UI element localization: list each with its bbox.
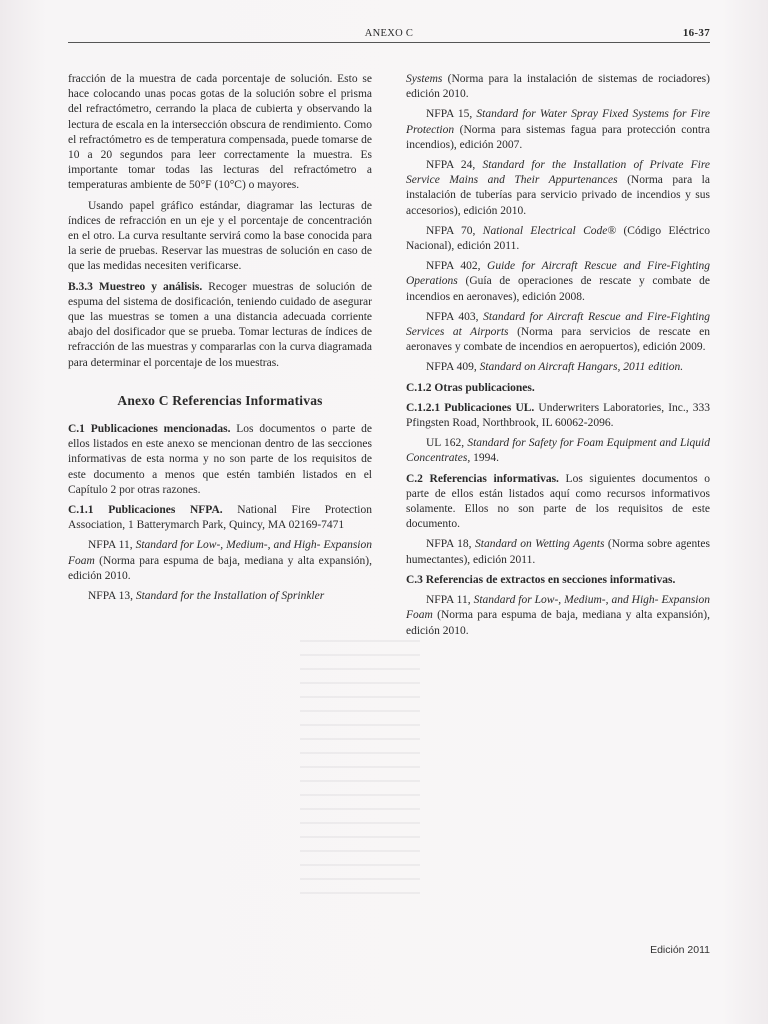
ref-code: NFPA 24, xyxy=(426,159,483,172)
b33-body: Recoger muestras de solución de espuma del sistema de dosificación, teniendo cuidado de asegurar que las muestras se tomen a una distancia adecuada corriente abajo del dosificador que se prueba. Tomar lecturas de índices de refracción de las muestras y compararlas con la curva diagramada para determinar el porcentaje de los muestras. xyxy=(68,280,373,369)
running-header xyxy=(68,26,710,43)
ref-desc: (Código Eléctrico Nacional), edición 2011. xyxy=(406,224,710,253)
c2-body: Los siguientes documentos o parte de ellos están listados aquí como recursos informativos solamente. Ellos no son parte de los requisitos de este documento. xyxy=(406,472,710,531)
ref-code: NFPA 403, xyxy=(426,310,484,323)
heading-c12 xyxy=(406,381,710,396)
ref-desc: (Norma para la instalación de sistemas de rociadores) edición 2010. xyxy=(406,73,710,101)
paragraph-graph-paper: Usando papel gráfico estándar, diagramar las lecturas de índices de refracción en un eje y el porcentaje de concentración en el otro. La curva resultante servirá como la base conocida para la serie de pruebas. Reservar las muestras de solución en caso de que las medidas necesiten verificarse. xyxy=(68,199,372,273)
annex-c-title: Anexo C Referencias Informativas xyxy=(117,392,323,408)
ref-code: NFPA 15, xyxy=(426,108,477,121)
ref-desc: (Norma para la instalación de tuberías para servicio privado de incendios y sus accesorios), edición 2010. xyxy=(406,174,710,217)
ref-desc: 1994. xyxy=(470,452,499,465)
ref-desc: (Norma sobre agentes humectantes), edición 2011. xyxy=(406,538,710,566)
heading-c12-text: C.1.2 Otras publicaciones. xyxy=(406,381,535,394)
reference-nfpa13 xyxy=(68,589,372,604)
heading-c11: C.1.1 Publicaciones NFPA. xyxy=(68,504,223,517)
paragraph-c121 xyxy=(406,401,710,431)
reference-nfpa11 xyxy=(68,538,372,584)
footer-edition: Edición 2011 xyxy=(650,944,710,956)
header-page-number: 16-37 xyxy=(682,27,710,39)
reference-nfpa70 xyxy=(406,224,710,254)
ref-title: Guide for Aircraft Rescue and Fire-Fighting Operations xyxy=(406,260,710,288)
ref-title: Systems xyxy=(406,73,443,85)
heading-c121: C.1.2.1 Publicaciones UL. xyxy=(406,401,535,414)
header-annex-label: ANEXO C xyxy=(364,28,414,39)
reference-nfpa15 xyxy=(406,107,710,153)
reference-nfpa403 xyxy=(406,310,710,356)
reference-nfpa13-cont xyxy=(406,72,710,102)
ref-title: National Electrical Code® xyxy=(482,224,617,237)
heading-c2: C.2 Referencias informativas. xyxy=(406,472,559,485)
ref-title: Standard for Low-, Medium-, and High- Expansion Foam xyxy=(68,539,372,567)
paragraph-c2 xyxy=(406,472,710,533)
ref-title: Standard for the Installation of Private Fire Service Mains and Their Appurtenances xyxy=(406,159,710,187)
paragraph-c11 xyxy=(68,503,372,533)
ref-code: NFPA 409, xyxy=(426,361,480,374)
ref-title: Standard for Water Spray Fixed Systems for Fire Protection xyxy=(406,108,710,136)
paragraph-c1 xyxy=(68,422,372,498)
c11-body: National Fire Protection Association, 1 Batterymarch Park, Quincy, MA 02169-7471 xyxy=(68,504,372,532)
ref-code: NFPA 402, xyxy=(426,260,488,273)
ref-code: NFPA 11, xyxy=(88,539,136,552)
ref-title: Standard for Aircraft Rescue and Fire-Fighting Services at Airports xyxy=(406,310,710,339)
reference-nfpa18 xyxy=(406,537,710,567)
ref-code: UL 162, xyxy=(426,437,468,450)
reference-nfpa24 xyxy=(406,158,710,219)
ref-title: Standard on Aircraft Hangars, 2011 edition. xyxy=(479,361,684,374)
left-column xyxy=(68,72,372,609)
reference-nfpa402 xyxy=(406,259,710,305)
ref-desc: (Norma para espuma de baja, mediana y alta expansión), edición 2010. xyxy=(406,609,710,637)
ref-title: Standard for the Installation of Sprinkler xyxy=(135,590,325,603)
reference-nfpa11-extract xyxy=(406,593,710,639)
ref-desc: (Norma para servicios de rescate en aeronaves y combate de incendios en aeropuertos), edición 2009. xyxy=(406,326,710,354)
ref-desc: (Guía de operaciones de rescate y combate de incendios en aeronaves), edición 2008. xyxy=(406,275,710,303)
ref-code: NFPA 18, xyxy=(426,538,476,551)
ref-desc: (Norma para sistemas fagua para protección contra incendios), edición 2007. xyxy=(406,123,710,151)
ref-desc: (Norma para espuma de baja, mediana y alta expansión), edición 2010. xyxy=(68,554,372,582)
ref-title: Standard for Low-, Medium-, and High- Expansion Foam xyxy=(406,594,710,622)
ref-title: Standard on Wetting Agents xyxy=(475,538,605,551)
heading-c3-text: C.3 Referencias de extractos en secciones informativas. xyxy=(406,573,676,586)
heading-b33: B.3.3 Muestreo y análisis. xyxy=(68,280,203,293)
paragraph-b33 xyxy=(68,280,372,371)
c121-body: Underwriters Laboratories, Inc., 333 Pfingsten Road, Northbrook, IL 60062-2096. xyxy=(406,401,710,430)
c1-body: Los documentos o parte de ellos listados en este anexo se mencionan dentro de las secciones informativas de esta norma y no son parte de los requisitos de este documento a menos que estén también listados en el Capítulo 2 por otras razones. xyxy=(68,423,372,496)
heading-c3 xyxy=(406,573,710,588)
heading-c1: C.1 Publicaciones mencionadas. xyxy=(68,423,231,436)
ref-code: NFPA 11, xyxy=(426,594,474,607)
show-through-ghost-text xyxy=(300,640,420,900)
reference-ul162 xyxy=(406,436,710,466)
reference-nfpa409 xyxy=(406,360,710,375)
ref-code: NFPA 13, xyxy=(88,590,136,603)
ref-code: NFPA 70, xyxy=(426,224,483,237)
ref-title: Standard for Safety for Foam Equipment and Liquid Concentrates, xyxy=(406,437,710,465)
paragraph-refractometer: fracción de la muestra de cada porcentaje de solución. Esto se hace colocando unas pocas gotas de la solución sobre el prisma del refractómetro, cerrando la placa de cubierta y observando la lectura de escala en la intersección obscura de rendimiento. Como el refractómetro es de temperatura compensada, puede tomarse de 10 a 20 segundos para leer correctamente la muestra. Es importante tomar todas las lecturas del refractómetro a temperaturas ambiente de 50°F (10°C) o mayores. xyxy=(68,73,372,192)
right-column xyxy=(406,72,710,644)
